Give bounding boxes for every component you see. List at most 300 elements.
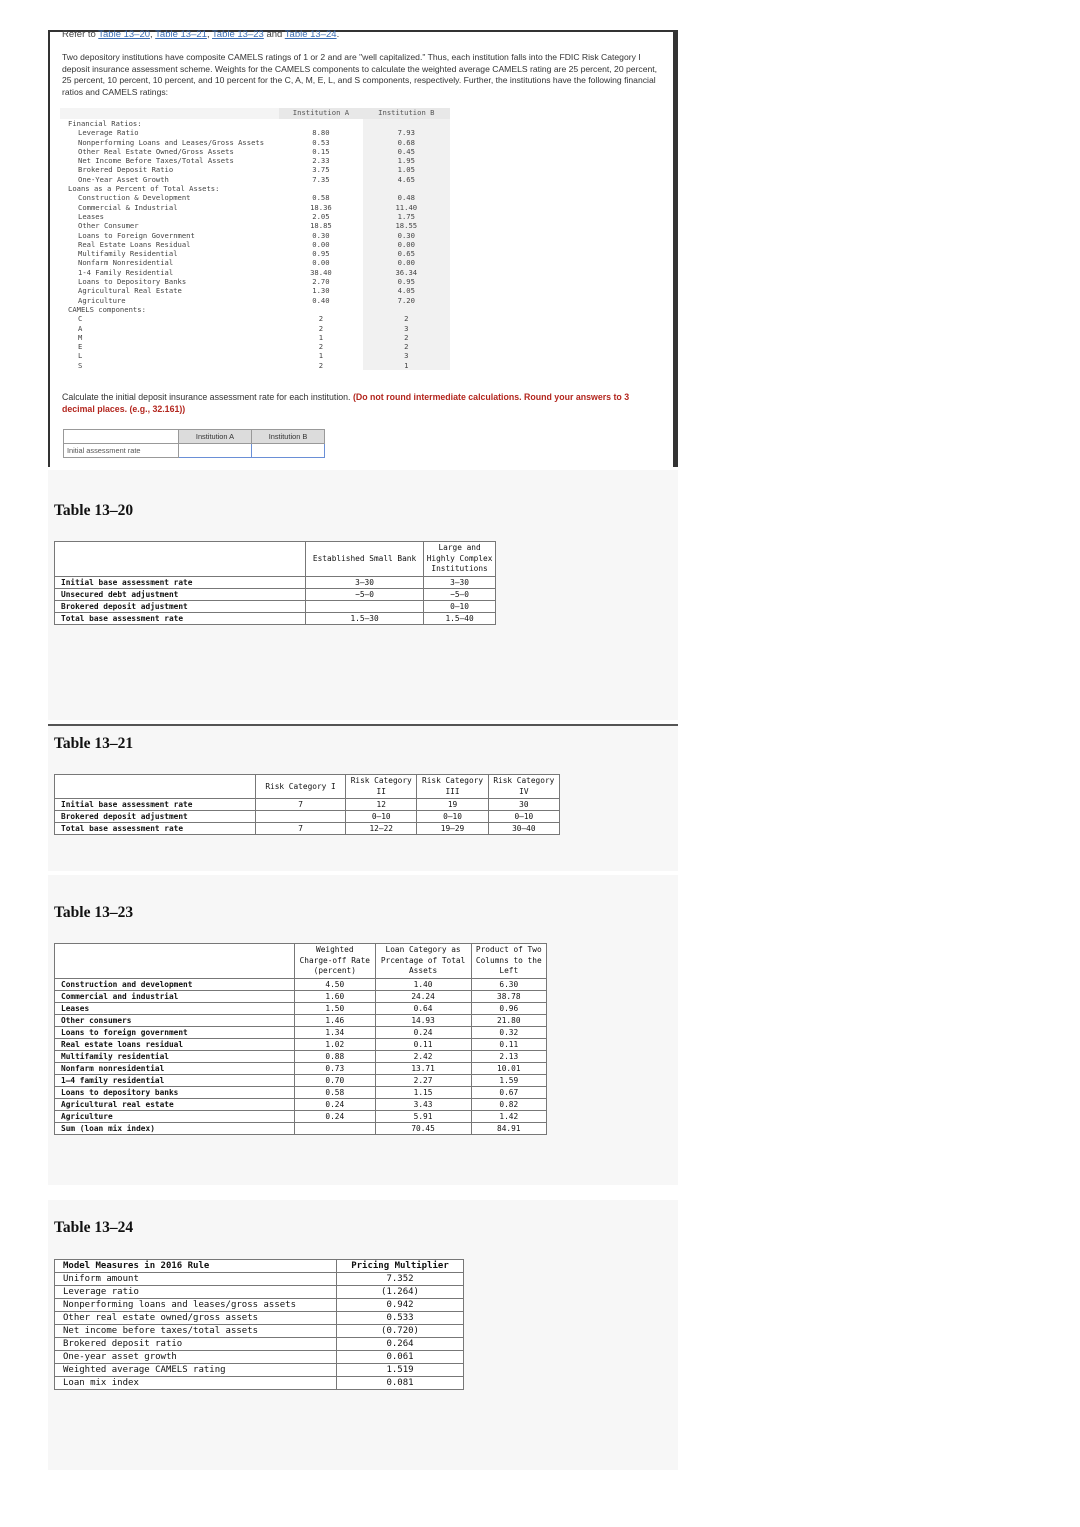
- table-13-24: [54, 1259, 464, 1390]
- t24-row: [55, 1351, 464, 1364]
- t21-row-v2: 12–22: [346, 823, 417, 835]
- ratios-row: [60, 286, 450, 295]
- t21-row: [55, 811, 560, 823]
- question-card: [48, 30, 678, 467]
- ratios-row-institution-b: 0.30: [363, 231, 450, 240]
- ratios-row-institution-a: 1: [318, 332, 324, 342]
- t21-header-risk-category-i: Risk Category I: [256, 775, 346, 799]
- t21-header-risk-category-iii: [417, 775, 488, 799]
- table-13-20: [54, 541, 496, 625]
- t21-header-iv-l1: Risk Category: [493, 776, 555, 785]
- ratios-row-institution-b: 3: [363, 351, 450, 360]
- ratios-row: [60, 277, 450, 286]
- institution-b-rate-input[interactable]: [252, 444, 324, 457]
- t23-row: [55, 1110, 547, 1122]
- t24-row-multiplier: 0.081: [337, 1377, 464, 1390]
- t24-row: [55, 1338, 464, 1351]
- instruction-rounding-note: (Do not round intermediate calculations. Round your answers to 3 decimal places. (e.g., 32.161)): [62, 392, 630, 414]
- t24-row: [55, 1364, 464, 1377]
- ratios-row-institution-b: 1.75: [363, 212, 450, 221]
- ratios-header-institution-a: Institution A: [279, 108, 362, 119]
- t23-row-v3: 1.42: [471, 1110, 546, 1122]
- ratios-row: [60, 333, 450, 342]
- t23-row-label: Loans to foreign government: [55, 1026, 295, 1038]
- t20-row: [55, 576, 496, 588]
- t23-row-label: Agriculture: [55, 1110, 295, 1122]
- ratios-row-label: Leverage Ratio: [78, 128, 139, 138]
- ratios-row-institution-a: 7.35: [312, 174, 330, 184]
- t24-row: [55, 1299, 464, 1312]
- t23-row-v1: 1.50: [295, 1002, 376, 1014]
- link-table-13-24[interactable]: Table 13–24: [284, 29, 337, 40]
- ratios-row-label: Nonfarm Nonresidential: [78, 258, 174, 268]
- ratios-row-institution-a: 18.36: [310, 202, 332, 212]
- ratios-row-institution-b: 1: [363, 361, 450, 370]
- t21-header-ii-l2: II: [376, 786, 386, 796]
- t24-row: [55, 1273, 464, 1286]
- ratios-row-institution-a: 3.75: [312, 165, 330, 175]
- t20-row-label: Total base assessment rate: [55, 612, 306, 624]
- t20-row: [55, 600, 496, 612]
- t23-row: [55, 1038, 547, 1050]
- t23-row-v1: 0.58: [295, 1086, 376, 1098]
- ratios-row-label: One-Year Asset Growth: [78, 174, 169, 184]
- answer-row: [64, 444, 325, 458]
- ratios-row-institution-b: 2: [363, 342, 450, 351]
- ratios-row-institution-b: 2: [363, 314, 450, 323]
- t24-header-pricing-multiplier: Pricing Multiplier: [337, 1260, 464, 1273]
- t20-row-small-bank: [306, 600, 424, 612]
- ratios-header-blank: [60, 108, 279, 119]
- t23-row-v3: 10.01: [471, 1062, 546, 1074]
- t23-row-v2: 13.71: [375, 1062, 471, 1074]
- t23-row-v3: 38.78: [471, 990, 546, 1002]
- answer-header-institution-a: Institution A: [179, 430, 252, 444]
- ratios-row: [60, 258, 450, 267]
- ratios-row: [60, 193, 450, 202]
- ratios-row: [60, 324, 450, 333]
- t21-row-label: Brokered deposit adjustment: [55, 811, 256, 823]
- t23-row-label: Other consumers: [55, 1014, 295, 1026]
- ratios-row-institution-b: 0.95: [363, 277, 450, 286]
- ratios-row: [60, 119, 450, 128]
- ratios-row: [60, 165, 450, 174]
- t23-row-v2: 2.42: [375, 1050, 471, 1062]
- t23-header-blank: [55, 944, 295, 979]
- ratios-row-label: CAMELS components:: [68, 304, 146, 314]
- t20-row-large-complex: 3–30: [424, 576, 496, 588]
- t23-row-v2: 1.15: [375, 1086, 471, 1098]
- t23-row-v2: 0.11: [375, 1038, 471, 1050]
- ratios-row-institution-b: 3: [363, 324, 450, 333]
- t24-row-measure: One-year asset growth: [55, 1351, 337, 1364]
- t24-row-multiplier: (1.264): [337, 1286, 464, 1299]
- ratios-row: [60, 231, 450, 240]
- ratios-row-label: A: [78, 323, 83, 333]
- t21-header-iv-l2: IV: [519, 786, 529, 796]
- t23-row-v1: 0.24: [295, 1098, 376, 1110]
- t21-row-v4: 0–10: [488, 811, 559, 823]
- t21-header-risk-category-ii: [346, 775, 417, 799]
- answer-cell-a: [179, 444, 252, 458]
- ratios-row-institution-b: 7.20: [363, 296, 450, 305]
- t24-row: [55, 1286, 464, 1299]
- t23-row-v1: 0.73: [295, 1062, 376, 1074]
- answer-row-label: Initial assessment rate: [64, 444, 179, 458]
- t20-row-small-bank: 3–30: [306, 576, 424, 588]
- link-table-13-20[interactable]: Table 13–20: [98, 29, 151, 40]
- t23-h2-l2: Prcentage of Total: [380, 955, 466, 965]
- t23-row-label: Loans to depository banks: [55, 1086, 295, 1098]
- t23-row-label: Nonfarm nonresidential: [55, 1062, 295, 1074]
- t20-header-large-complex-l3: Institutions: [431, 564, 488, 573]
- t24-row-measure: Leverage ratio: [55, 1286, 337, 1299]
- question-instruction: [62, 392, 662, 415]
- ratios-row-label: L: [78, 351, 83, 361]
- t24-row-measure: Net income before taxes/total assets: [55, 1325, 337, 1338]
- table-13-21: [54, 774, 560, 835]
- t24-row-measure: Nonperforming loans and leases/gross assets: [55, 1299, 337, 1312]
- ratios-row-label: Other Consumer: [78, 221, 139, 231]
- ratios-row-institution-a: 1: [318, 351, 324, 361]
- ratios-row-institution-a: 2.70: [312, 277, 330, 287]
- ratios-row: [60, 268, 450, 277]
- t24-row-multiplier: 0.264: [337, 1338, 464, 1351]
- t21-row: [55, 823, 560, 835]
- ratios-row-label: Leases: [78, 211, 104, 221]
- ratios-row-label: Other Real Estate Owned/Gross Assets: [78, 146, 234, 156]
- ratios-row-label: Commercial & Industrial: [78, 202, 178, 212]
- t23-row-label: Sum (loan mix index): [55, 1122, 295, 1134]
- ratios-row-institution-b: 7.93: [363, 128, 450, 137]
- ratios-row: [60, 221, 450, 230]
- ratios-row: [60, 128, 450, 137]
- t21-row-label: Initial base assessment rate: [55, 799, 256, 811]
- t20-row-large-complex: 0–10: [424, 600, 496, 612]
- ratios-row-institution-b: 0.68: [363, 138, 450, 147]
- t21-row-v3: 19: [417, 799, 488, 811]
- refer-prefix: Refer to: [62, 29, 99, 40]
- t24-row-measure: Other real estate owned/gross assets: [55, 1312, 337, 1325]
- ratios-row-label: Agriculture: [78, 295, 126, 305]
- t20-row-label: Initial base assessment rate: [55, 576, 306, 588]
- ratios-row-institution-a: 0.58: [312, 193, 330, 203]
- ratios-row-label: Multifamily Residential: [78, 249, 178, 259]
- answer-header-row: [64, 430, 325, 444]
- ratios-row-institution-b: 0.00: [363, 240, 450, 249]
- t21-header-risk-category-iv: [488, 775, 559, 799]
- t21-row-label: Total base assessment rate: [55, 823, 256, 835]
- ratios-row-institution-a: 0.30: [312, 230, 330, 240]
- ratios-row-institution-a: 38.40: [310, 267, 332, 277]
- t23-row-v1: 0.24: [295, 1110, 376, 1122]
- t20-header-blank: [55, 542, 306, 577]
- ratios-row-institution-b: 0.65: [363, 249, 450, 258]
- table-13-21-header-row: [55, 775, 560, 799]
- ratios-row-institution-b: 11.40: [363, 203, 450, 212]
- t21-row-v1: 7: [256, 823, 346, 835]
- ratios-row: [60, 361, 450, 370]
- ratios-row: [60, 342, 450, 351]
- refer-and: and: [263, 29, 285, 40]
- t23-h1-l1: Weighted: [316, 945, 354, 954]
- ratios-row-institution-a: 2: [318, 323, 324, 333]
- instruction-text: Calculate the initial deposit insurance assessment rate for each institution.: [62, 392, 353, 402]
- ratios-row-institution-a: 2.33: [312, 156, 330, 166]
- ratios-row-institution-a: 0.00: [312, 258, 330, 268]
- t21-row-v3: 19–29: [417, 823, 488, 835]
- ratios-row-institution-a: 0.00: [312, 239, 330, 249]
- t24-row: [55, 1312, 464, 1325]
- t23-row: [55, 1122, 547, 1134]
- answer-header-blank: [64, 430, 179, 444]
- t23-row-label: Leases: [55, 1002, 295, 1014]
- table-13-20-header-row: [55, 542, 496, 577]
- ratios-row-label: E: [78, 342, 83, 352]
- t23-row-label: Multifamily residential: [55, 1050, 295, 1062]
- t23-row-v1: [295, 1122, 376, 1134]
- t23-header-loan-category: [375, 944, 471, 979]
- t20-row-label: Unsecured debt adjustment: [55, 588, 306, 600]
- t20-header-large-complex: [424, 542, 496, 577]
- t24-row-measure: Weighted average CAMELS rating: [55, 1364, 337, 1377]
- t23-row-v3: 1.59: [471, 1074, 546, 1086]
- ratios-header-row: [60, 108, 450, 119]
- t23-row: [55, 1014, 547, 1026]
- t23-row-v3: 0.82: [471, 1098, 546, 1110]
- table-13-24-header-row: [55, 1260, 464, 1273]
- table-13-23: [54, 943, 547, 1135]
- t24-row: [55, 1325, 464, 1338]
- t23-h3-l2: Columns to the: [475, 955, 542, 965]
- t23-row-v1: 1.02: [295, 1038, 376, 1050]
- t20-row: [55, 612, 496, 624]
- t23-row-label: Construction and development: [55, 978, 295, 990]
- t23-header-charge-off-rate: [295, 944, 376, 979]
- t23-row-v1: 1.34: [295, 1026, 376, 1038]
- t23-h3-l1: Product of Two: [475, 945, 542, 954]
- t23-row: [55, 978, 547, 990]
- t23-row-v2: 2.27: [375, 1074, 471, 1086]
- t23-row-label: Commercial and industrial: [55, 990, 295, 1002]
- t23-h1-l3: (percent): [313, 966, 356, 975]
- ratios-row: [60, 156, 450, 165]
- t21-row-v3: 0–10: [417, 811, 488, 823]
- t24-row-multiplier: 0.533: [337, 1312, 464, 1325]
- t21-row-v4: 30–40: [488, 823, 559, 835]
- t24-row-multiplier: 1.519: [337, 1364, 464, 1377]
- refer-line: Refer to Table 13–20, Table 13–21, Table 13–23 and Table 13–24.: [62, 29, 340, 40]
- t23-row-v2: 14.93: [375, 1014, 471, 1026]
- t24-row-multiplier: (0.720): [337, 1325, 464, 1338]
- t23-row-v3: 0.11: [471, 1038, 546, 1050]
- ratios-row-institution-a: 18.85: [310, 221, 332, 231]
- t23-row-label: 1–4 family residential: [55, 1074, 295, 1086]
- ratios-row: [60, 249, 450, 258]
- t23-row-v1: 4.50: [295, 978, 376, 990]
- t23-row: [55, 1002, 547, 1014]
- t23-row-label: Real estate loans residual: [55, 1038, 295, 1050]
- ratios-header-institution-b: Institution B: [363, 108, 450, 119]
- ratios-row-label: Brokered Deposit Ratio: [78, 165, 174, 175]
- t23-row-v1: 0.88: [295, 1050, 376, 1062]
- ratios-row-institution-b: 2: [363, 333, 450, 342]
- t21-header-blank: [55, 775, 256, 799]
- t23-row: [55, 1074, 547, 1086]
- t23-row-label: Agricultural real estate: [55, 1098, 295, 1110]
- ratios-row: [60, 147, 450, 156]
- t23-row-v3: 0.96: [471, 1002, 546, 1014]
- t23-row-v2: 1.40: [375, 978, 471, 990]
- table-13-24-title: Table 13–24: [54, 1219, 134, 1236]
- t20-row-large-complex: −5–0: [424, 588, 496, 600]
- ratios-row-institution-a: 2: [318, 360, 324, 370]
- t23-row-v2: 3.43: [375, 1098, 471, 1110]
- ratios-row-institution-b: [363, 119, 450, 128]
- ratios-row: [60, 314, 450, 323]
- t23-row: [55, 1062, 547, 1074]
- t23-row: [55, 1086, 547, 1098]
- ratios-row-label: 1-4 Family Residential: [78, 267, 174, 277]
- t23-row-v1: 1.46: [295, 1014, 376, 1026]
- ratios-row: [60, 305, 450, 314]
- ratios-row: [60, 175, 450, 184]
- ratios-row-label: Construction & Development: [78, 193, 191, 203]
- ratios-row-label: C: [78, 314, 83, 324]
- institution-a-rate-input[interactable]: [179, 444, 251, 457]
- table-13-23-title: Table 13–23: [54, 904, 134, 921]
- answer-cell-b: [252, 444, 325, 458]
- t21-row-v1: [256, 811, 346, 823]
- t23-row: [55, 1026, 547, 1038]
- t20-row-small-bank: 1.5–30: [306, 612, 424, 624]
- ratios-row: [60, 296, 450, 305]
- t21-row-v4: 30: [488, 799, 559, 811]
- ratios-row-institution-a: [279, 305, 362, 314]
- t23-header-product: [471, 944, 546, 979]
- t20-header-large-complex-l2: Highly Complex: [426, 553, 493, 563]
- table-13-21-title: Table 13–21: [54, 735, 134, 752]
- financial-ratios-table: [60, 108, 450, 370]
- t23-row-v3: 2.13: [471, 1050, 546, 1062]
- answer-header-institution-b: Institution B: [252, 430, 325, 444]
- ratios-row-institution-b: 18.55: [363, 221, 450, 230]
- t24-header-model-measures: Model Measures in 2016 Rule: [55, 1260, 337, 1273]
- t23-row-v2: 5.91: [375, 1110, 471, 1122]
- ratios-row-institution-b: [363, 305, 450, 314]
- ratios-row: [60, 184, 450, 193]
- ratios-row-institution-b: 0.45: [363, 147, 450, 156]
- t23-row-v3: 6.30: [471, 978, 546, 990]
- table-13-23-header-row: [55, 944, 547, 979]
- t24-row-measure: Loan mix index: [55, 1377, 337, 1390]
- t24-row-measure: Brokered deposit ratio: [55, 1338, 337, 1351]
- t23-row-v3: 0.67: [471, 1086, 546, 1098]
- ratios-row-institution-b: 4.65: [363, 175, 450, 184]
- t23-row-v3: 0.32: [471, 1026, 546, 1038]
- t23-h2-l3: Assets: [408, 966, 438, 975]
- t23-row-v2: 0.24: [375, 1026, 471, 1038]
- ratios-row-label: Net Income Before Taxes/Total Assets: [78, 156, 234, 166]
- ratios-row-institution-a: [279, 119, 362, 128]
- t21-row: [55, 799, 560, 811]
- ratios-row-institution-a: 0.53: [312, 137, 330, 147]
- ratios-row-institution-b: 4.05: [363, 286, 450, 295]
- ratios-row-institution-b: 1.95: [363, 156, 450, 165]
- ratios-row-label: Nonperforming Loans and Leases/Gross Assets: [78, 137, 265, 147]
- link-table-13-21[interactable]: Table 13–21: [155, 29, 207, 40]
- ratios-row-institution-b: 36.34: [363, 268, 450, 277]
- ratios-row-institution-a: 2: [318, 314, 324, 324]
- t23-h2-l1: Loan Category as: [385, 945, 461, 954]
- t20-header-established-small-bank: Established Small Bank: [306, 542, 424, 577]
- ratios-row: [60, 138, 450, 147]
- ratios-row-label: Loans to Depository Banks: [78, 277, 187, 287]
- t20-header-large-complex-l1: Large and: [438, 543, 481, 552]
- t23-row: [55, 1098, 547, 1110]
- table-13-20-title: Table 13–20: [54, 502, 134, 519]
- ratios-row-institution-a: 0.40: [312, 295, 330, 305]
- ratios-row-institution-a: 2.05: [312, 211, 330, 221]
- t20-row-large-complex: 1.5–40: [424, 612, 496, 624]
- t21-row-v2: 0–10: [346, 811, 417, 823]
- ratios-row: [60, 203, 450, 212]
- ratios-row-label: Financial Ratios:: [68, 119, 142, 128]
- t23-row-v3: 84.91: [471, 1122, 546, 1134]
- ratios-row-institution-a: 8.80: [312, 128, 330, 138]
- ratios-row-institution-a: [279, 184, 362, 193]
- ratios-row-institution-a: 0.15: [312, 146, 330, 156]
- t24-row-multiplier: 0.061: [337, 1351, 464, 1364]
- t24-row-measure: Uniform amount: [55, 1273, 337, 1286]
- t20-row: [55, 588, 496, 600]
- ratios-row-institution-a: 1.30: [312, 286, 330, 296]
- t23-row-v2: 70.45: [375, 1122, 471, 1134]
- t23-row: [55, 990, 547, 1002]
- ratios-row-label: Real Estate Loans Residual: [78, 239, 191, 249]
- t23-h3-l3: Left: [499, 966, 519, 975]
- question-intro: Two depository institutions have composite CAMELS ratings of 1 or 2 and are "well capitalized." Thus, each institution falls into the FDIC Risk Category I deposit insurance assessment scheme. Weights for the CAMELS components to calculate the weighted average CAMELS rating are 25 percent, 20 percent, 25 percent, 10 percent, 10 percent, and 10 percent for the C, A, M, E, L, and S components, respectively. Further, the institutions have the following financial ratios and CAMELS ratings:: [62, 52, 658, 97]
- t21-header-ii-l1: Risk Category: [350, 776, 412, 785]
- ratios-row: [60, 240, 450, 249]
- t23-row-v2: 24.24: [375, 990, 471, 1002]
- ratios-row-label: Loans to Foreign Government: [78, 230, 195, 240]
- ratios-row-institution-b: 0.00: [363, 258, 450, 267]
- t21-header-iii-l2: III: [445, 786, 460, 796]
- link-table-13-23[interactable]: Table 13–23: [212, 29, 264, 40]
- t23-row-v2: 0.64: [375, 1002, 471, 1014]
- t23-row-v1: 0.70: [295, 1074, 376, 1086]
- ratios-row-label: S: [78, 360, 83, 370]
- ratios-row-institution-b: [363, 184, 450, 193]
- t23-row: [55, 1050, 547, 1062]
- t23-h1-l2: Charge-off Rate: [299, 955, 370, 965]
- answer-table: [63, 429, 325, 458]
- t23-row-v3: 21.80: [471, 1014, 546, 1026]
- ratios-row-label: Loans as a Percent of Total Assets:: [68, 184, 220, 194]
- ratios-row: [60, 351, 450, 360]
- t21-row-v1: 7: [256, 799, 346, 811]
- t24-row-multiplier: 7.352: [337, 1273, 464, 1286]
- t24-row: [55, 1377, 464, 1390]
- t21-header-iii-l1: Risk Category: [422, 776, 484, 785]
- t21-row-v2: 12: [346, 799, 417, 811]
- ratios-row-institution-b: 1.05: [363, 165, 450, 174]
- ratios-row-label: Agricultural Real Estate: [78, 286, 182, 296]
- ratios-row-institution-a: 2: [318, 342, 324, 352]
- t20-row-label: Brokered deposit adjustment: [55, 600, 306, 612]
- ratios-row-label: M: [78, 332, 83, 342]
